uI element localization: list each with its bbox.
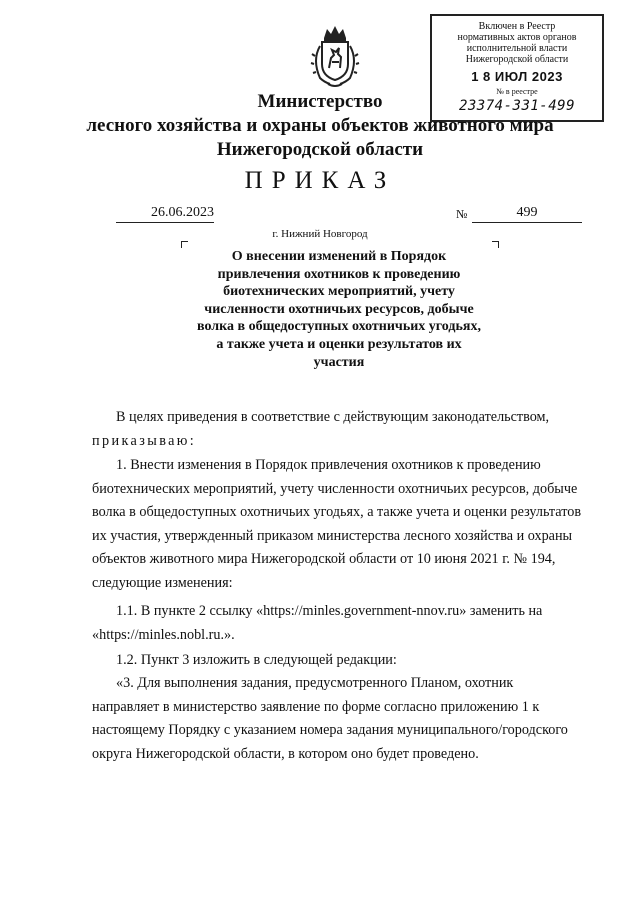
number-sign: № [456, 207, 468, 221]
text-line: объектов животного мира Нижегородской области от 10 июня 2021 г. № 194, [92, 551, 556, 567]
item-1-2-paragraph: 1.2. Пункт 3 изложить в следующей редакции: [116, 652, 397, 668]
text-line: следующие изменения: [92, 574, 233, 591]
corner-mark-left [181, 241, 188, 248]
document-type-title: ПРИКАЗ [244, 167, 396, 194]
stamp-line: нормативных актов органов [457, 32, 577, 43]
text-line: 1. Внести изменения в Порядок привлечения охотников к проведению [116, 457, 541, 473]
ministry-title-line-3: Нижегородской области [216, 139, 424, 160]
stamp-registry-label: № в реестре [496, 87, 538, 96]
text-line: волка в общедоступных охотничьих угодьях, а также учета и оценки результатов [92, 504, 582, 520]
corner-mark-right [492, 241, 499, 248]
item-1-paragraph [92, 454, 586, 595]
text-line: направляет в министерство заявление по форме согласно приложению 1 к [92, 698, 540, 715]
item-1-1-paragraph [92, 600, 586, 647]
order-subject [178, 248, 500, 371]
subject-line: биотехнических мероприятий, учету [223, 284, 455, 300]
stamp-registry-number: 23374-331-499 [458, 98, 576, 114]
stamp-line: исполнительной власти [466, 43, 568, 54]
stamp-date: 1 8 ИЮЛ 2023 [471, 69, 563, 84]
subject-line: О внесении изменений в Порядок [231, 249, 447, 264]
text-line: биотехнических мероприятий, учету численности охотничьих ресурсов, добыче [92, 480, 578, 497]
ministry-title-line-1: Министерство [257, 91, 383, 112]
stamp-line: Нижегородской области [465, 54, 569, 65]
text-line: «3. Для выполнения задания, предусмотренного Планом, охотник [116, 675, 514, 691]
coat-of-arms-icon [310, 24, 360, 90]
text-line: их участия, утвержденный приказом министерства лесного хозяйства и охраны [92, 527, 573, 544]
order-word: приказываю: [92, 433, 197, 449]
order-number: 499 [472, 205, 582, 223]
text-line: «https://minles.nobl.ru.». [92, 626, 235, 643]
subject-line: а также учета и оценки результатов их [216, 336, 462, 352]
stamp-line: Включен в Реестр [478, 21, 556, 32]
subject-line: участия [313, 354, 365, 370]
city-line: г. Нижний Новгород [272, 228, 368, 240]
text-line: настоящему Порядку с указанием номера задания муниципального/городского [92, 722, 568, 738]
intro-paragraph: В целях приведения в соответствие с действующим законодательством, [116, 409, 550, 425]
subject-line: привлечения охотников к проведению [217, 266, 461, 282]
ministry-title-line-2: лесного хозяйства и охраны объектов животного мира [86, 115, 554, 136]
order-date: 26.06.2023 [116, 205, 214, 223]
text-line: 1.1. В пункте 2 ссылку «https://minles.government-nnov.ru» заменить на [116, 603, 543, 619]
text-line: округа Нижегородской области, в котором оно будет проведено. [92, 745, 479, 762]
item-3-paragraph [92, 672, 586, 766]
subject-line: волка в общедоступных охотничьих угодьях, [197, 319, 481, 335]
subject-line: численности охотничьих ресурсов, добыче [204, 301, 474, 317]
